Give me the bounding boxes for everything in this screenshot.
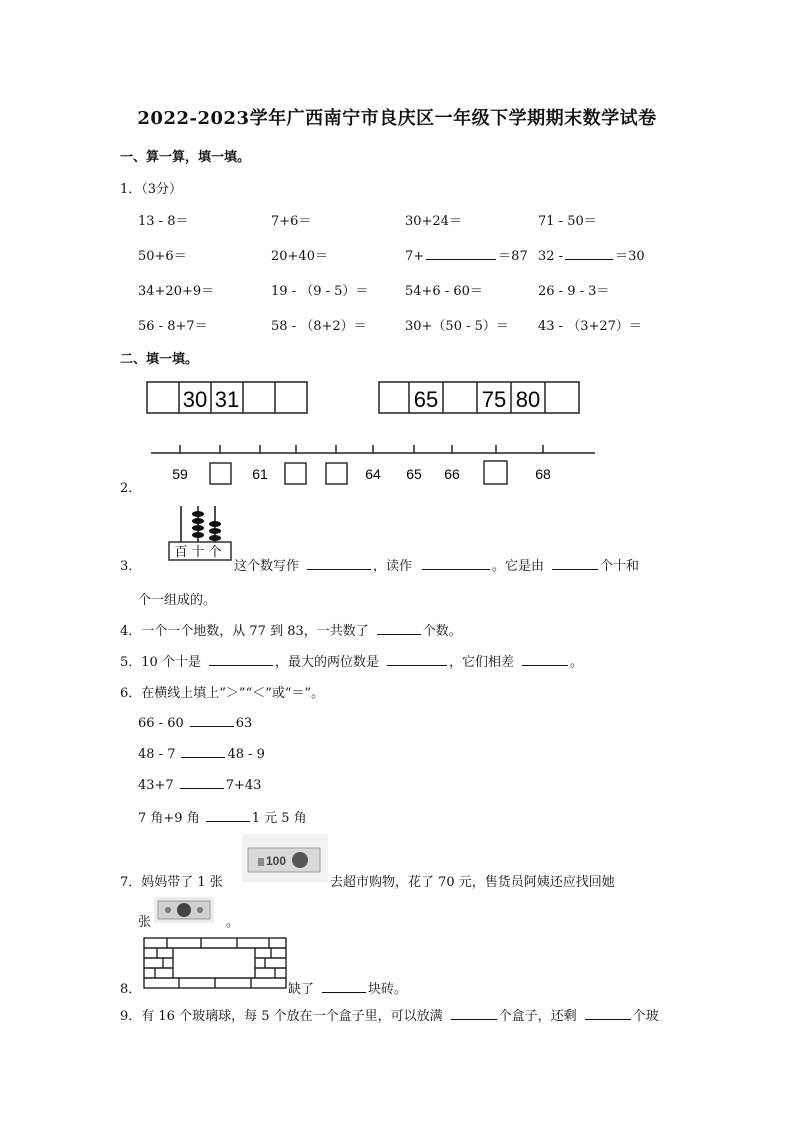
q9-blank-2[interactable] (585, 1007, 631, 1020)
q1-expression: 20+40＝ (271, 249, 328, 264)
q1-expression: 32 - ＝30 (538, 249, 645, 264)
q8-text: 缺了 块砖。 (288, 982, 408, 997)
q6: 6．在横线上填上“＞”“＜”或“＝”。 (120, 686, 325, 701)
q7-line2-end: 。 (226, 915, 240, 930)
q1-label: 1．（3分） (120, 182, 183, 197)
abacus-label: 百 (174, 544, 188, 559)
q7: 7．妈妈带了 1 张 (120, 875, 223, 890)
q1-expression: 19 - （9 - 5）＝ (271, 284, 369, 299)
q1-blank[interactable] (565, 247, 613, 260)
q3-text: 这个数写作 ，读作 。它是由 个十和 (234, 559, 640, 574)
q5: 5．10 个十是 ，最大的两位数是 ，它们相差 。 (120, 655, 583, 670)
banknote-value: 100 (265, 854, 287, 868)
q8-blank[interactable] (322, 980, 366, 993)
numberline-label: 64 (365, 466, 381, 482)
q9: 9．有 16 个玻璃球，每 5 个放在一个盒子里，可以放满 个盒子，还剩 个玻 (120, 1009, 659, 1024)
q1-expression: 43 - （3+27）＝ (538, 319, 642, 334)
q1-expression: 71 - 50＝ (538, 214, 597, 229)
numberline-label: 68 (535, 466, 551, 482)
q4-blank[interactable] (377, 622, 421, 635)
q7-line2-start: 张 (138, 915, 152, 930)
page-title: 2022-2023学年广西南宁市良庆区一年级下学期期末数学试卷 (137, 108, 657, 129)
section-1-heading: 一、算一算，填一填。 (120, 150, 251, 165)
q8-brick-wall-image (143, 937, 287, 989)
q5-blank-3[interactable] (522, 653, 568, 666)
q2-label: 2． (120, 481, 142, 496)
q6-blank[interactable] (180, 776, 224, 789)
q9-blank-1[interactable] (451, 1007, 497, 1020)
q6-blank[interactable] (190, 714, 234, 727)
q3-blank-written[interactable] (307, 557, 371, 570)
q6-comparison: 43+7 7+43 (138, 778, 262, 793)
q3-text-line2: 个一组成的。 (138, 593, 217, 608)
q3-blank-tens[interactable] (552, 557, 598, 570)
numberline-label: 65 (406, 466, 422, 482)
q1-expression: 7+ ＝87 (405, 249, 528, 264)
strip-left-cell: 31 (214, 387, 240, 412)
q6-comparison: 66 - 60 63 (138, 716, 253, 731)
q1-expression: 58 - （8+2）＝ (271, 319, 367, 334)
strip-right-cell: 65 (413, 387, 439, 412)
q1-expression: 56 - 8+7＝ (138, 319, 208, 334)
numberline-label: 61 (252, 466, 268, 482)
q1-expression: 50+6＝ (138, 249, 187, 264)
q3-blank-read[interactable] (422, 557, 490, 570)
q6-comparison: 48 - 7 48 - 9 (138, 747, 265, 762)
numberline-label: 59 (172, 466, 188, 482)
strip-left-cell: 30 (182, 387, 208, 412)
strip-right-cell: 75 (481, 387, 507, 412)
q5-blank-1[interactable] (209, 653, 273, 666)
q1-expression: 34+20+9＝ (138, 284, 215, 299)
q1-expression: 30+24＝ (405, 214, 462, 229)
q1-expression: 7+6＝ (271, 214, 312, 229)
strip-right-cell: 80 (515, 387, 541, 412)
q7-banknote-small-image (154, 897, 214, 923)
q7-banknote-100-image (242, 834, 328, 882)
q1-expression: 26 - 9 - 3＝ (538, 284, 610, 299)
q3-abacus-image (163, 500, 235, 566)
abacus-label: 十 (191, 544, 205, 559)
q6-blank[interactable] (181, 745, 225, 758)
q1-expression: 30+（50 - 5）＝ (405, 319, 509, 334)
q6-blank[interactable] (206, 809, 250, 822)
q8-label: 8． (120, 982, 142, 997)
q6-comparison: 7 角+9 角 1 元 5 角 (138, 811, 307, 826)
q5-blank-2[interactable] (387, 653, 447, 666)
section-2-heading: 二、填一填。 (120, 352, 199, 367)
q1-blank[interactable] (426, 247, 496, 260)
q3-label: 3． (120, 559, 142, 574)
q2-number-strips-image (143, 375, 599, 487)
q1-expression: 54+6 - 60＝ (405, 284, 483, 299)
q7-text-rest: 去超市购物，花了 70 元，售货员阿姨还应找回她 (330, 875, 615, 890)
abacus-label: 个 (208, 544, 222, 559)
q1-expression: 13 - 8＝ (138, 214, 189, 229)
numberline-label: 66 (444, 466, 460, 482)
q4: 4．一个一个地数，从 77 到 83，一共数了 个数。 (120, 624, 462, 639)
